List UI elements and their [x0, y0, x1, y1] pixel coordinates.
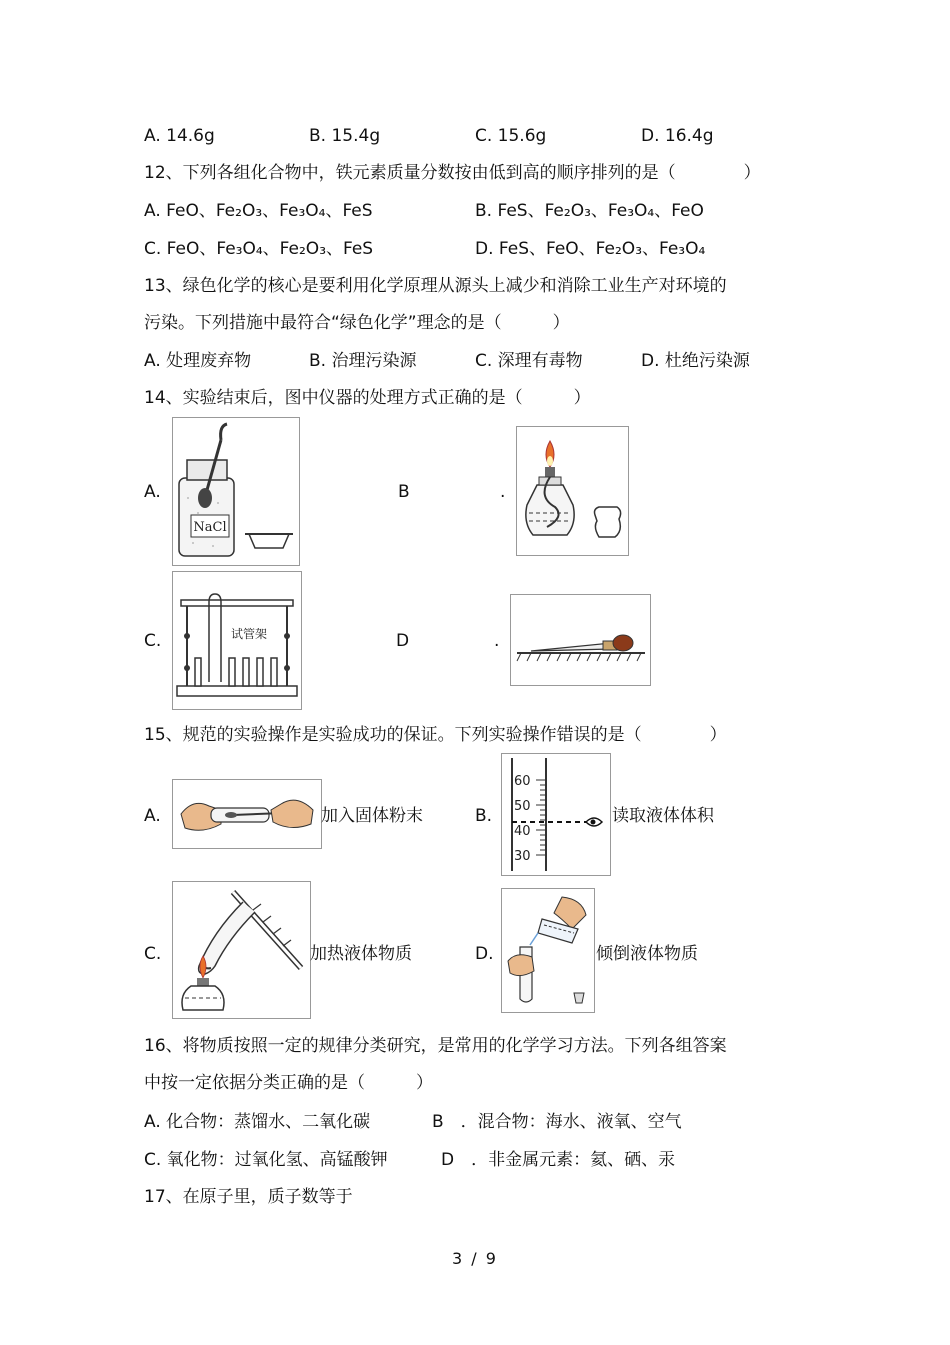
q15-figure-a-adding-powder	[172, 779, 322, 849]
q12-option-a: A. FeO、Fe₂O₃、Fe₃O₄、FeS	[144, 201, 373, 221]
q12-stem: 12、下列各组化合物中，铁元素质量分数按由低到高的顺序排列的是（ ）	[144, 163, 761, 183]
q11-option-d: D. 16.4g	[641, 126, 714, 146]
q14-label-d-dot: .	[494, 631, 500, 651]
q13-option-c: C. 深理有毒物	[475, 351, 583, 371]
q13-option-b: B. 治理污染源	[309, 351, 417, 371]
q11-option-c: C. 15.6g	[475, 126, 547, 146]
q15-stem: 15、规范的实验操作是实验成功的保证。下列实验操作错误的是（ ）	[144, 725, 727, 745]
q14-label-d: D	[396, 631, 410, 651]
q14-stem: 14、实验结束后，图中仪器的处理方式正确的是（ ）	[144, 388, 591, 408]
q16-stem-line2: 中按一定依据分类正确的是（ ）	[144, 1073, 433, 1093]
q16-option-a: A. 化合物：蒸馏水、二氧化碳	[144, 1112, 371, 1132]
q11-option-b: B. 15.4g	[309, 126, 381, 146]
q15-label-c: C.	[144, 944, 162, 964]
page-number: 3 / 9	[452, 1249, 498, 1268]
cylinder-tick-60: 60	[514, 774, 531, 789]
q12-option-c: C. FeO、Fe₃O₄、Fe₂O₃、FeS	[144, 239, 374, 259]
q15-figure-c-heating-liquid	[172, 881, 311, 1019]
q14-label-c: C.	[144, 631, 162, 651]
q14-figure-d-dropper	[510, 594, 651, 686]
q13-stem-line1: 13、绿色化学的核心是要利用化学原理从源头上减少和消除工业生产对环境的	[144, 276, 727, 296]
cylinder-tick-50: 50	[514, 799, 531, 814]
q16-option-d: D ．非金属元素：氦、硒、汞	[441, 1150, 676, 1170]
q13-stem-line2: 污染。下列措施中最符合“绿色化学”理念的是（ ）	[144, 313, 570, 333]
cylinder-tick-40: 40	[514, 824, 531, 839]
q15-caption-b: 读取液体体积	[612, 806, 714, 826]
q17-stem: 17、在原子里，质子数等于	[144, 1187, 353, 1207]
q15-label-b: B.	[475, 806, 493, 826]
q14-figure-c-label: 试管架	[230, 627, 268, 641]
q15-label-d: D.	[475, 944, 494, 964]
q12-option-b: B. FeS、Fe₂O₃、Fe₃O₄、FeO	[475, 201, 704, 221]
q14-figure-b-alcohol-lamp	[516, 426, 629, 556]
q11-option-a: A. 14.6g	[144, 126, 215, 146]
q14-figure-a-label: NaCl	[193, 520, 227, 535]
q13-option-a: A. 处理废弃物	[144, 351, 252, 371]
q14-figure-a-reagent-bottle	[172, 417, 300, 566]
q15-caption-a: 加入固体粉末	[321, 806, 423, 826]
q15-caption-c: 加热液体物质	[310, 944, 412, 964]
q14-label-b-dot: .	[500, 482, 506, 502]
cylinder-tick-30: 30	[514, 849, 531, 864]
q15-label-a: A.	[144, 806, 161, 826]
q14-label-b: B	[398, 482, 410, 502]
q16-option-b: B ．混合物：海水、液氧、空气	[432, 1112, 682, 1132]
q16-stem-line1: 16、将物质按照一定的规律分类研究，是常用的化学学习方法。下列各组答案	[144, 1036, 727, 1056]
q12-option-d: D. FeS、FeO、Fe₂O₃、Fe₃O₄	[475, 239, 706, 259]
q15-caption-d: 倾倒液体物质	[596, 944, 698, 964]
q14-label-a: A.	[144, 482, 161, 502]
q15-figure-d-pouring-liquid	[501, 888, 595, 1013]
q15-figure-b-graduated-cylinder	[501, 753, 611, 876]
q14-figure-c-test-tube-rack	[172, 571, 302, 710]
q16-option-c: C. 氧化物：过氧化氢、高锰酸钾	[144, 1150, 388, 1170]
q13-option-d: D. 杜绝污染源	[641, 351, 750, 371]
